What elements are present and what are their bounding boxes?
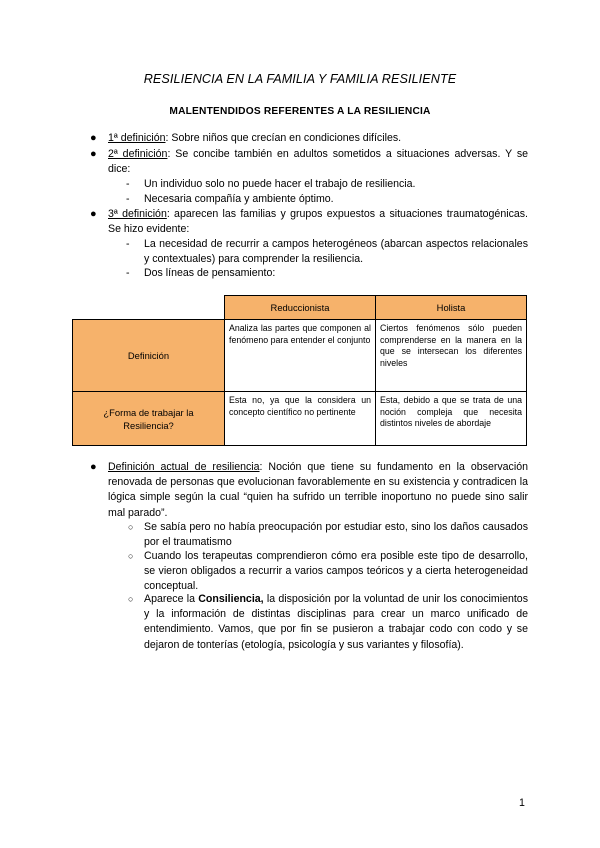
bullet-item-2: 2ª definición: Se concibe también en adultos sometidos a situaciones adversas. Y se dice: [108, 148, 529, 176]
table-cell: Analiza las partes que componen al fenómeno para entender el conjunto [225, 320, 376, 392]
row-header-definicion: Definición [73, 320, 225, 392]
sub-item: Cuando los terapeutas comprendieron cómo era posible este tipo de desarrollo, se vieron obligados a recurrir a varios campos teóricos y a cierta heterogeneidad conceptual. [144, 550, 528, 593]
table-cell: Esta no, ya que la considera un concepto científico no pertinente [225, 392, 376, 446]
sub-item: Se sabía pero no había preocupación por estudiar esto, sino los daños causados por el traumatismo [144, 521, 528, 549]
sub-item-consiliencia: Aparece la Consiliencia, la disposición por la voluntad de unir los conocimientos y la información de distintas disciplinas para crear un marco unificado de entendimiento. Vamos, que por fin se pusieron a trabajar codo con codo y se dejaron de tonterías (etología, psicología y sus variantes y filosofía). [144, 593, 528, 651]
bullet-dot: ● [90, 132, 97, 144]
bullet-item-1: 1ª definición: Sobre niños que crecían en condiciones difíciles. [108, 132, 402, 144]
sub-item: La necesidad de recurrir a campos heterogéneos (abarcan aspectos relacionales y contextuales) para comprender la resiliencia. [144, 238, 528, 266]
bullet-item-actual: Definición actual de resiliencia: Noción que tiene su fundamento en la observación renovada de personas que evolucionan favorablemente en su existencia y contradicen la lógica simple según la cual “quien ha sufrido un terrible inoportuno no puede sino salir mal parado”. [108, 461, 528, 519]
bullet-dot: ● [90, 461, 97, 473]
sub-item: Necesaria compañía y ambiente óptimo. [144, 193, 334, 205]
sub-item: Dos líneas de pensamiento: [144, 267, 276, 279]
circle-marker: ○ [128, 522, 134, 532]
row-header-forma: ¿Forma de trabajar la Resiliencia? [73, 392, 225, 446]
bullet-item-3: 3ª definición: aparecen las familias y grupos expuestos a situaciones traumatogénicas. Se hizo evidente: [108, 208, 528, 236]
document-title: RESILIENCIA EN LA FAMILIA Y FAMILIA RESILIENTE [143, 72, 457, 86]
page-number: 1 [519, 797, 525, 809]
dash-marker: - [126, 238, 130, 250]
column-header-holista: Holista [376, 296, 527, 320]
bullet-dot: ● [90, 148, 97, 160]
section-heading: MALENTENDIDOS REFERENTES A LA RESILIENCIA [169, 106, 431, 117]
table-cell: Esta, debido a que se trata de una noción compleja que necesita distintos niveles de abordaje [376, 392, 527, 446]
dash-marker: - [126, 193, 130, 205]
bullet-dot: ● [90, 208, 97, 220]
dash-marker: - [126, 178, 130, 190]
column-header-reduccionista: Reduccionista [225, 296, 376, 320]
circle-marker: ○ [128, 594, 134, 604]
table-corner [73, 296, 225, 320]
circle-marker: ○ [128, 551, 134, 561]
comparison-table [72, 295, 527, 446]
sub-item: Un individuo solo no puede hacer el trabajo de resiliencia. [144, 178, 416, 190]
dash-marker: - [126, 267, 130, 279]
table-cell: Ciertos fenómenos sólo pueden comprenderse en la manera en la que se intersecan los diferentes niveles [376, 320, 527, 392]
